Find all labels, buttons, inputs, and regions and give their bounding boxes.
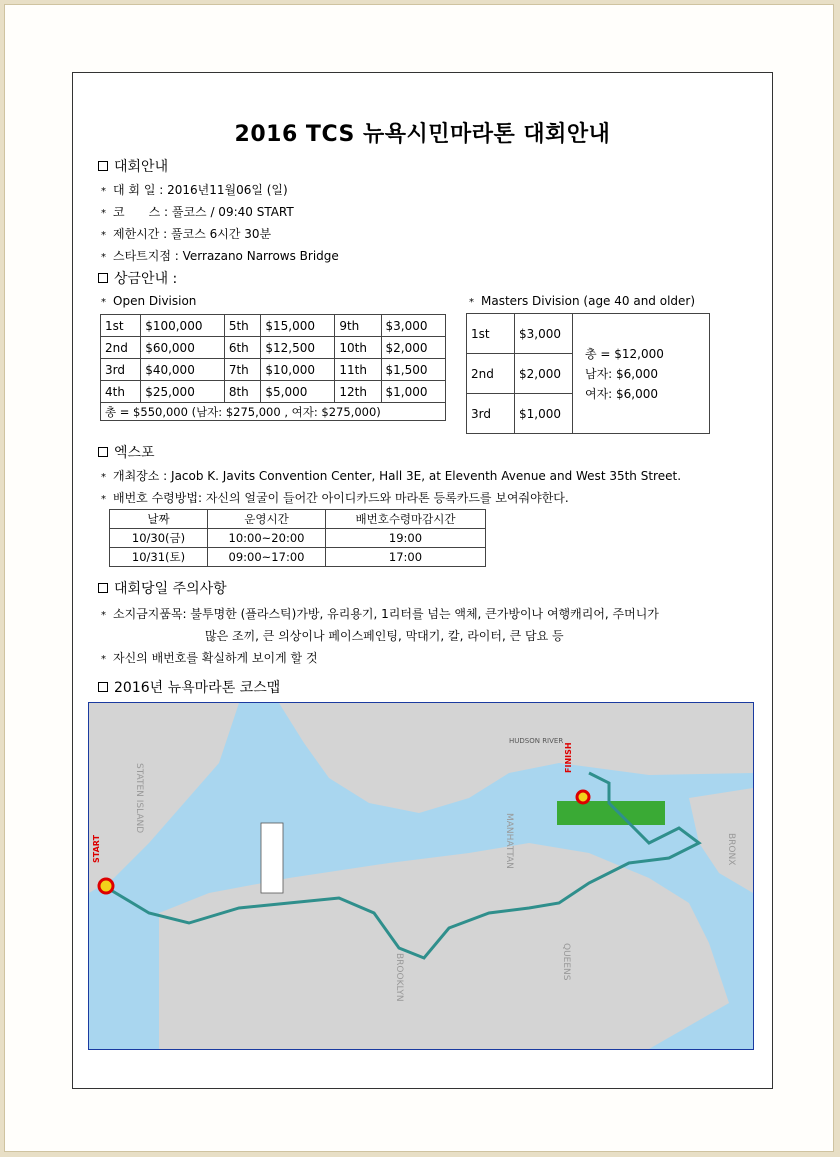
open-division-label: * Open Division: [101, 294, 197, 308]
map-label-queens: QUEENS: [561, 943, 571, 981]
checkbox-square-icon: [98, 447, 108, 457]
info-item: * 스타트지점 : Verrazano Narrows Bridge: [101, 249, 339, 263]
map-legend-box: [261, 823, 283, 893]
masters-summary: 총 = $12,000 남자: $6,000 여자: $6,000: [573, 314, 710, 434]
section-expo: [98, 442, 155, 462]
masters-division-label: * Masters Division (age 40 and older): [469, 294, 696, 308]
section-map: [98, 677, 280, 697]
map-label-hudson: HUDSON RIVER: [509, 737, 564, 745]
map-finish-label: FINISH: [564, 742, 573, 773]
table-row: 3rd $40,000 7th $10,000 11th $1,500: [101, 359, 446, 381]
map-label-staten-island: STATEN ISLAND: [134, 763, 144, 834]
asterisk-icon: *: [101, 230, 106, 241]
notice-item: * 소지금지품목: 불투명한 (플라스틱)가방, 유리용기, 1리터를 넘는 액체, 큰가방이나 여행캐리어, 주머니가: [101, 607, 659, 621]
map-label-bronx: BRONX: [726, 833, 736, 866]
checkbox-square-icon: [98, 682, 108, 692]
table-row: 2nd $60,000 6th $12,500 10th $2,000: [101, 337, 446, 359]
course-map-svg: [89, 703, 753, 1049]
table-row: [101, 403, 446, 421]
checkbox-square-icon: [98, 273, 108, 283]
table-row: 1st $3,000 총 = $12,000 남자: $6,000 여자: $6,000: [467, 314, 710, 354]
info-item: * 제한시간 : 풀코스 6시간 30분: [101, 227, 272, 241]
table-row: 3rd $1,000: [467, 394, 710, 434]
checkbox-square-icon: [98, 161, 108, 171]
asterisk-icon: *: [101, 654, 106, 665]
map-label-manhattan: MANHATTAN: [504, 813, 514, 869]
notice-item: * 자신의 배번호를 확실하게 보이게 할 것: [101, 651, 318, 665]
expo-item: * 배번호 수령방법: 자신의 얼굴이 들어간 아이디카드와 마라톤 등록카드를 보여줘야한다.: [101, 491, 569, 505]
finish-marker-icon: [577, 791, 589, 803]
section-prize: [98, 268, 177, 288]
expo-schedule-table: [109, 509, 486, 567]
map-start-label: START: [92, 834, 101, 863]
section-expo-label: 엑스포: [114, 445, 155, 461]
open-division-total: 총 = $550,000 (남자: $275,000 , 여자: $275,000): [101, 403, 446, 421]
asterisk-icon: *: [469, 297, 474, 308]
start-marker-icon: [99, 879, 113, 893]
section-info-label: 대회안내: [114, 159, 169, 175]
section-notice: [98, 578, 227, 598]
asterisk-icon: *: [101, 472, 106, 483]
section-info: [98, 156, 168, 176]
section-prize-label: 상금안내 :: [114, 271, 178, 287]
document-page: [72, 72, 773, 1089]
asterisk-icon: *: [101, 494, 106, 505]
page-frame: [4, 4, 834, 1152]
section-notice-label: 대회당일 주의사항: [114, 581, 227, 597]
asterisk-icon: *: [101, 610, 106, 621]
table-row: 10/31(토) 09:00~17:00 17:00: [110, 548, 486, 567]
info-item: * 코 스 : 풀코스 / 09:40 START: [101, 205, 294, 219]
page-title: 2016 TCS 뉴욕시민마라톤 대회안내: [234, 122, 611, 147]
asterisk-icon: *: [101, 252, 106, 263]
table-row: 날짜 운영시간 배번호수령마감시간: [110, 510, 486, 529]
open-division-table: [100, 314, 446, 421]
table-row: 2nd $2,000: [467, 354, 710, 394]
asterisk-icon: *: [101, 208, 106, 219]
asterisk-icon: *: [101, 186, 106, 197]
checkbox-square-icon: [98, 583, 108, 593]
notice-item-continued: 많은 조끼, 큰 의상이나 페이스페인팅, 막대기, 칼, 라이터, 큰 담요 등: [205, 629, 564, 643]
table-row: 1st $100,000 5th $15,000 9th $3,000: [101, 315, 446, 337]
asterisk-icon: *: [101, 297, 106, 308]
course-map: [88, 702, 754, 1050]
section-map-label: 2016년 뉴욕마라톤 코스맵: [114, 680, 281, 696]
map-label-brooklyn: BROOKLYN: [394, 953, 404, 1002]
table-row: 4th $25,000 8th $5,000 12th $1,000: [101, 381, 446, 403]
expo-item: * 개최장소 : Jacob K. Javits Convention Center, Hall 3E, at Eleventh Avenue and West 35th Street.: [101, 469, 682, 483]
masters-division-table: [466, 313, 710, 434]
table-row: 10/30(금) 10:00~20:00 19:00: [110, 529, 486, 548]
info-item: * 대 회 일 : 2016년11월06일 (일): [101, 183, 288, 197]
